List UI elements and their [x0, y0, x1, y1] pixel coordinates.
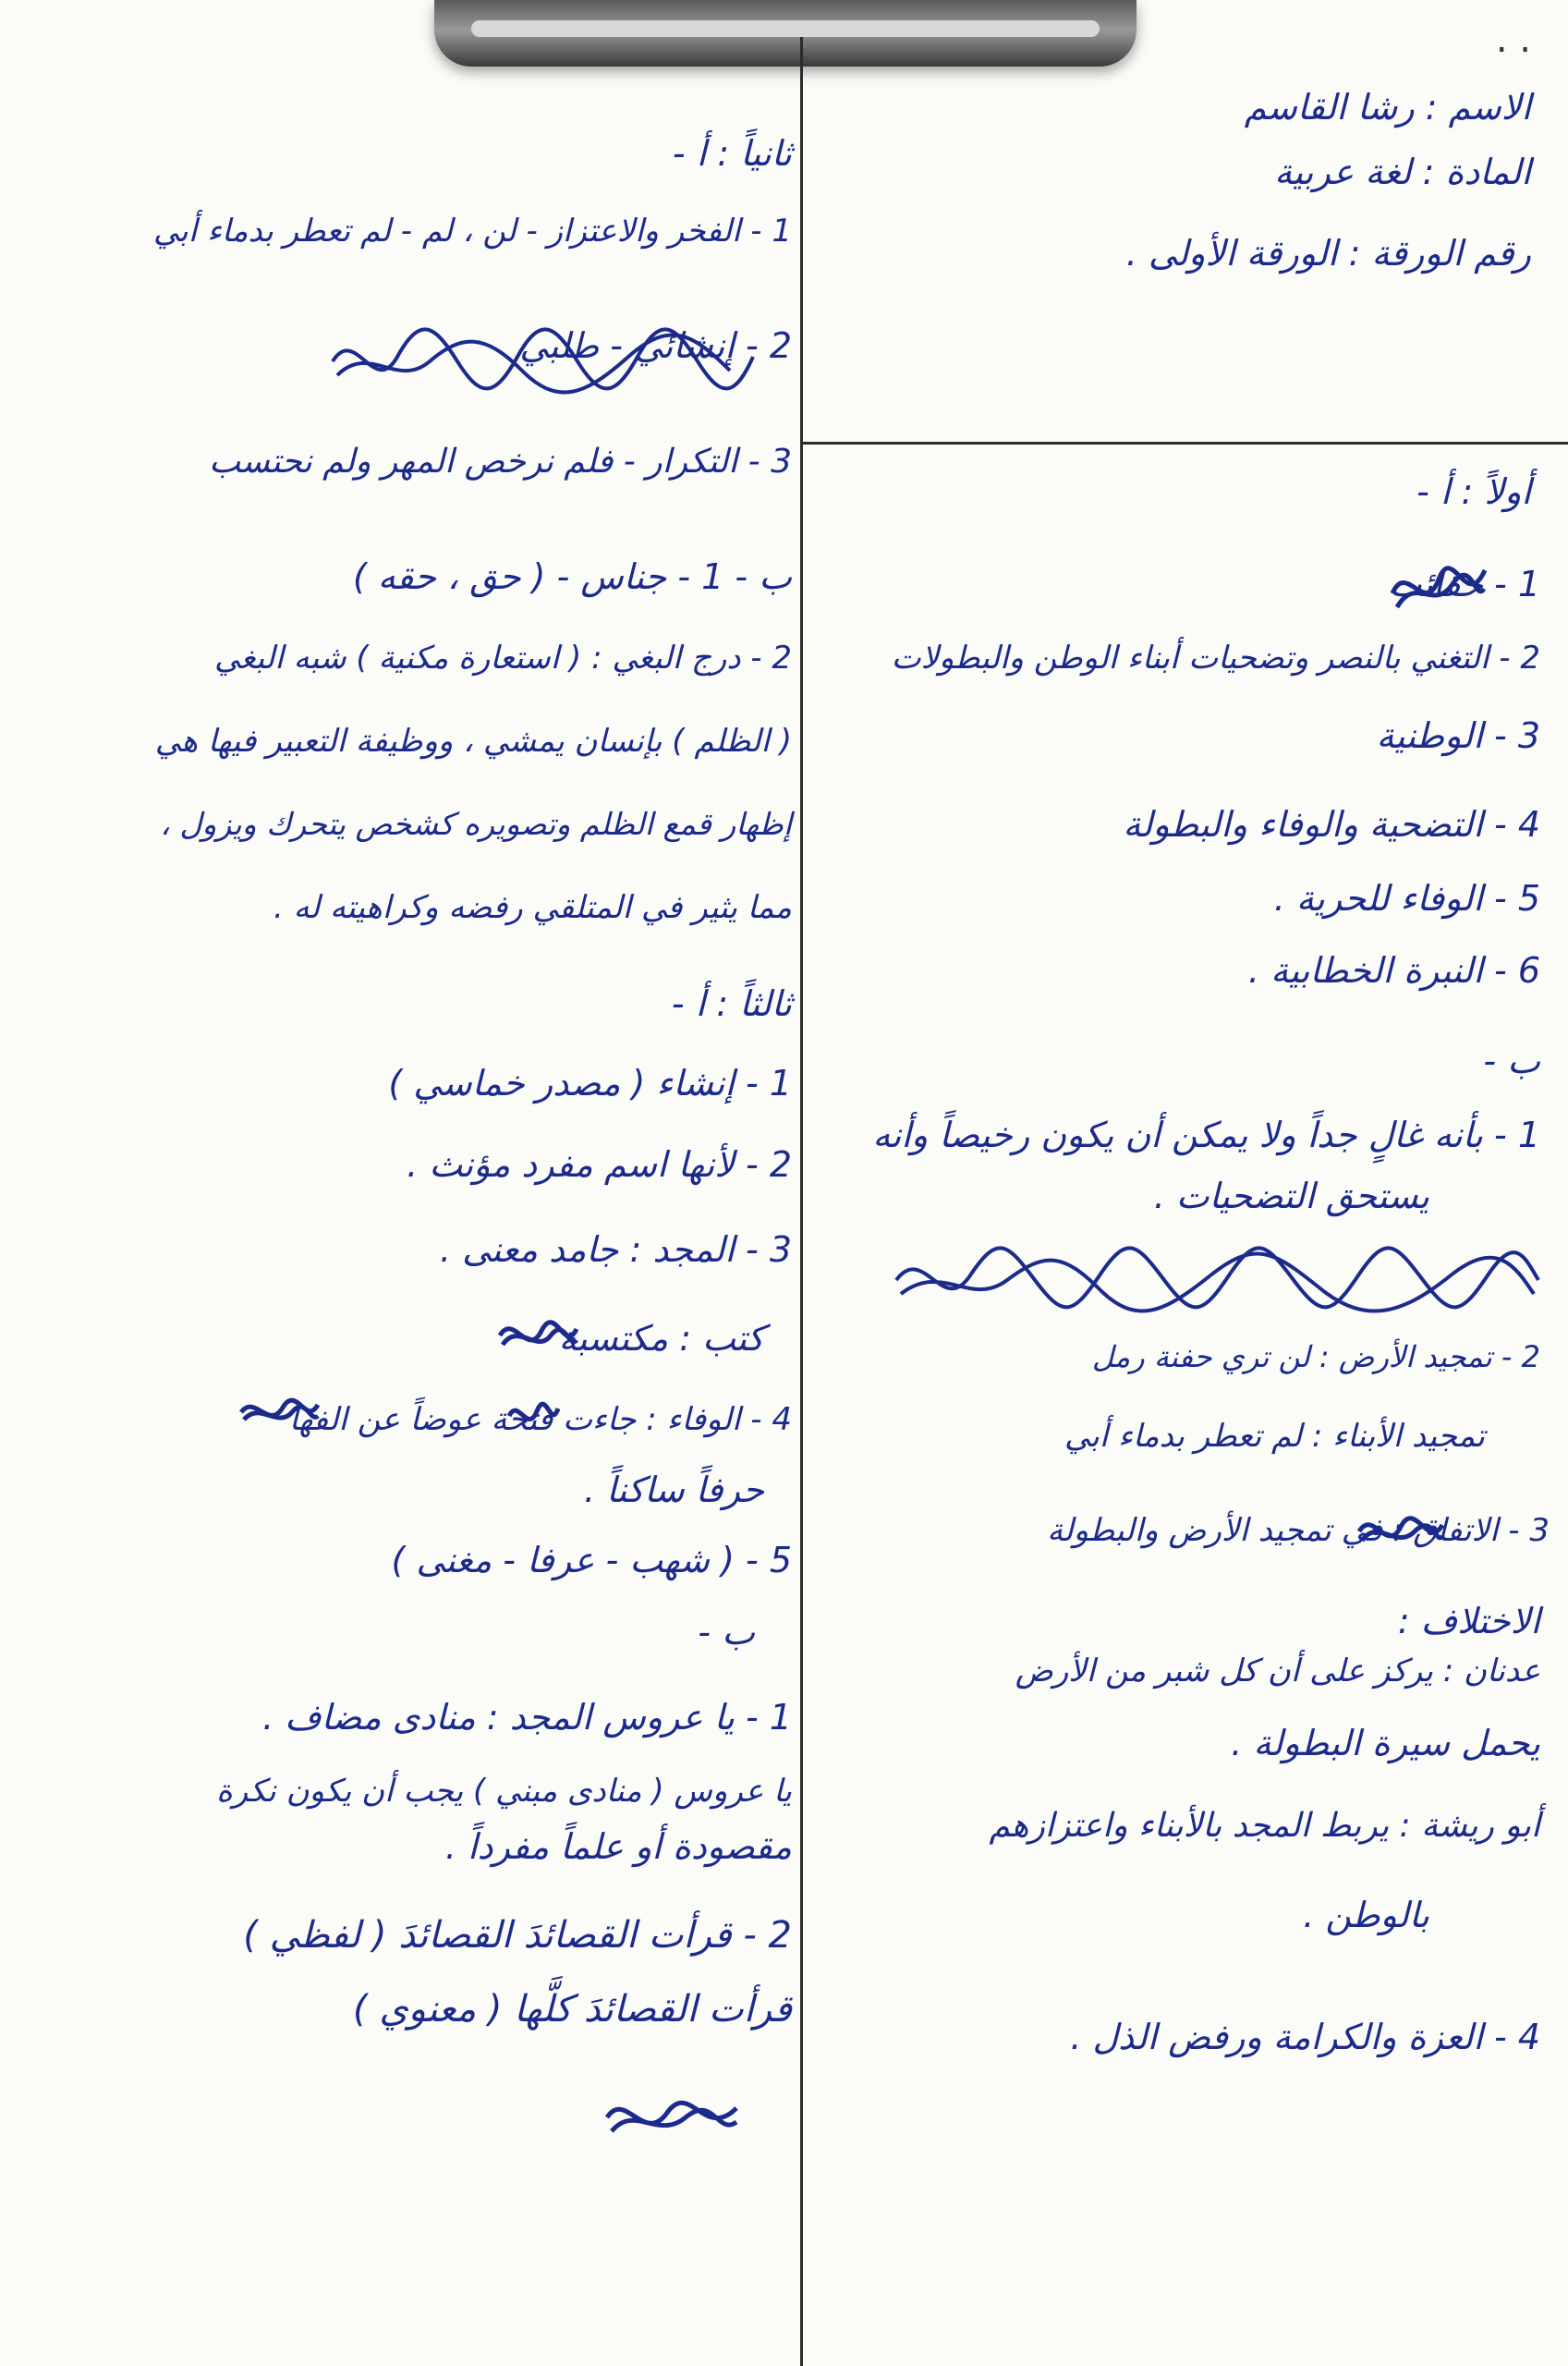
- answer-line: ب -: [1483, 1041, 1540, 1081]
- answer-line: بالوطن .: [1303, 1895, 1429, 1935]
- answer-line: يا عروس ( منادى مبني ) يجب أن يكون نكرة: [215, 1773, 792, 1810]
- answer-line: 2 - قرأت القصائدَ القصائدَ ( لفظي ): [243, 1914, 792, 1957]
- scribble-mark: [504, 1397, 560, 1434]
- answer-line: 2 - درج البغي : ( استعارة مكنية ) شبه البغي: [214, 640, 792, 677]
- header-divider: [800, 442, 1568, 445]
- answer-line: 1 - حقائب: [1388, 564, 1540, 604]
- answer-line: مما يثير في المتلقي رفضه وكراهيته له .: [273, 889, 792, 926]
- answer-line: 2 - إنشائي - طلبي: [519, 325, 792, 366]
- answer-line: 3 - التكرار - فلم نرخص المهر ولم نحتسب: [209, 443, 792, 481]
- answer-line: يستحق التضحيات .: [1153, 1176, 1429, 1216]
- answer-line: 1 - بأنه غالٍ جداً ولا يمكن أن يكون رخيصاً وأنه: [872, 1115, 1540, 1155]
- scribble-mark: [323, 320, 758, 403]
- answer-line: 4 - العزة والكرامة ورفض الذل .: [1070, 2017, 1540, 2057]
- answer-line: ب -: [698, 1612, 755, 1653]
- answer-line: ثانياً : أ -: [672, 133, 792, 174]
- column-divider: [800, 37, 803, 2366]
- subject: المادة : لغة عربية: [1274, 152, 1531, 192]
- answer-line: مقصودة أو علماً مفرداً .: [444, 1826, 792, 1867]
- answer-line: 5 - الوفاء للحرية .: [1273, 878, 1540, 919]
- answer-line: 2 - تمجيد الأرض : لن تري حفنة رمل: [1091, 1339, 1540, 1374]
- scribble-mark: [237, 1394, 320, 1431]
- answer-line: 1 - إنشاء ( مصدر خماسي ): [388, 1063, 792, 1104]
- answer-line: الاختلاف :: [1397, 1601, 1540, 1641]
- scribble-mark: [1388, 556, 1489, 621]
- corner-mark: . .: [1495, 18, 1531, 61]
- answer-line: 5 - ( شهب - عرفا - مغنى ): [391, 1540, 792, 1580]
- answer-line: ثالثاً : أ -: [671, 983, 792, 1024]
- student-name: الاسم : رشا القاسم: [1244, 87, 1531, 128]
- answer-line: تمجيد الأبناء : لم تعطر بدماء أبي: [1064, 1418, 1485, 1455]
- answer-line: 3 - المجد : جامد معنى .: [439, 1229, 792, 1270]
- answer-line: حرفاً ساكناً .: [584, 1470, 764, 1510]
- answer-line: 6 - النبرة الخطابية .: [1247, 950, 1540, 991]
- answer-line: ب - 1 - جناس - ( حق ، حقه ): [352, 556, 792, 597]
- answer-line: 4 - الوفاء : جاءت فتحة عوضاً عن الفها: [288, 1401, 792, 1438]
- answer-line: 3 - الوطنية: [1376, 715, 1540, 756]
- binder-clip: [434, 0, 1136, 67]
- answer-line: 2 - التغني بالنصر وتضحيات أبناء الوطن والبطولات: [891, 640, 1540, 677]
- answer-line: 1 - الفخر والاعتزاز - لن ، لم - لم تعطر بدماء أبي: [152, 213, 792, 250]
- answer-line: 4 - التضحية والوفاء والبطولة: [1123, 804, 1540, 845]
- answer-line: يحمل سيرة البطولة .: [1231, 1723, 1540, 1763]
- answer-line: إظهار قمع الظلم وتصويره كشخص يتحرك ويزول ،: [160, 806, 792, 842]
- answer-line: أبو ريشة : يربط المجد بالأبناء واعتزازهم: [989, 1807, 1540, 1845]
- answer-line: 3 - الاتفاق : في تمجيد الأرض والبطولة: [1047, 1512, 1550, 1549]
- answer-line: أولاً : أ -: [1416, 471, 1531, 512]
- answer-line: كتب : مكتسبة: [558, 1318, 764, 1359]
- scribble-mark: [602, 2085, 741, 2150]
- answer-line: ( الظلم ) بإنسان يمشي ، ووظيفة التعبير فيها هي: [154, 723, 792, 760]
- answer-line: 1 - يا عروس المجد : منادى مضاف .: [262, 1697, 792, 1738]
- scribble-mark: [887, 1238, 1543, 1322]
- paper-number: رقم الورقة : الورقة الأولى .: [1125, 233, 1531, 274]
- answer-line: عدنان : يركز على أن كل شبر من الأرض: [1015, 1653, 1540, 1689]
- answer-line: قرأت القصائدَ كلَّها ( معنوي ): [353, 1988, 792, 2031]
- answer-line: 2 - لأنها اسم مفرد مؤنث .: [407, 1144, 792, 1185]
- scribble-mark: [495, 1312, 578, 1359]
- scribble-mark: [1355, 1508, 1447, 1555]
